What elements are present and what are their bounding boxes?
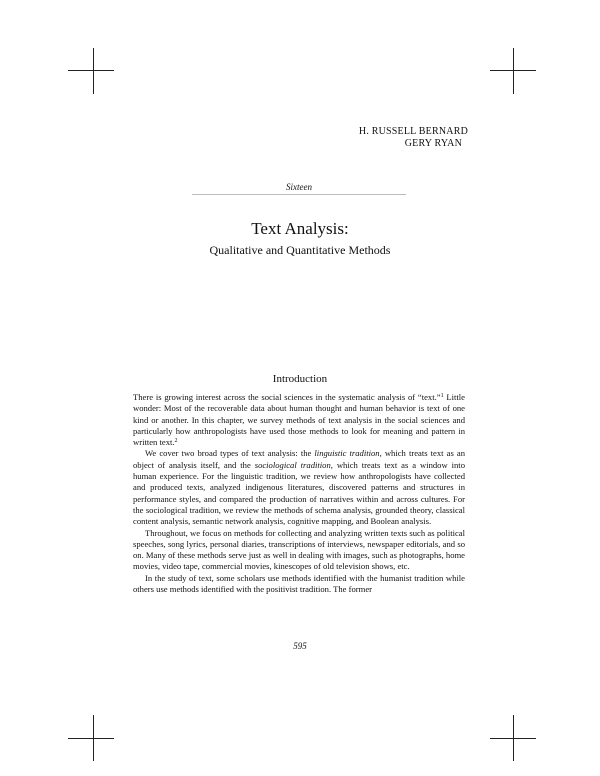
- text-run: Little wonder: Most of the recoverable data about human thought and human behavior is text of one kind or another. In this chapter, we survey methods of text analysis in the social sciences and particularly how anthropologists have used those methods to look for meaning and pattern in written text.: [133, 392, 465, 448]
- chapter-subtitle: Qualitative and Quantitative Methods: [209, 243, 391, 257]
- page-number: 595: [293, 641, 307, 651]
- text-run: There is growing interest across the social sciences in the systematic analysis of “text.”: [133, 392, 441, 402]
- crop-mark-top-left-h: [68, 70, 114, 71]
- text-run: , which treats text as an object of analysis itself, and the: [133, 448, 465, 470]
- chapter-title: Text Analysis:: [251, 219, 349, 238]
- crop-mark-top-left-v: [93, 48, 94, 94]
- author-name: H. RUSSELL BERNARD: [358, 126, 468, 137]
- footnote-ref[interactable]: 1: [440, 393, 444, 399]
- paragraph: [133, 448, 465, 527]
- paragraph: [133, 392, 465, 448]
- text-run: We cover two broad types of text analysis: the: [145, 448, 315, 459]
- emphasis: sociological tradition: [254, 459, 331, 470]
- section-heading: Introduction: [272, 373, 328, 385]
- paragraph: Throughout, we focus on methods for collecting and analyzing written texts such as political speeches, song lyrics, personal diaries, transcriptions of interviews, newspaper editorials, and so on. Many of these methods serve just as well in dealing with images, such as photographs, home movies, video tape, commercial movies, kinescopes of old television shows, etc.: [133, 527, 465, 572]
- body-text: [133, 392, 465, 595]
- crop-mark-top-right-v: [513, 48, 514, 94]
- crop-mark-bottom-left-h: [68, 738, 114, 739]
- emphasis: linguistic tradition: [314, 448, 380, 459]
- author-block: [359, 126, 468, 150]
- crop-mark-bottom-left-v: [93, 715, 94, 761]
- chapter-number: Sixteen: [286, 182, 312, 192]
- chapter-divider: [192, 194, 406, 195]
- author-name: GERY RYAN: [404, 138, 462, 149]
- paragraph: In the study of text, some scholars use methods identified with the humanist tradition while others use methods identified with the positivist tradition. The former: [133, 572, 465, 595]
- crop-mark-bottom-right-v: [513, 715, 514, 761]
- text-run: , which treats text as a window into human experience. For the linguistic tradition, we review how anthropologists have collected and produced texts, analyzed indigenous literatures, discovered patterns and structures in performance styles, and compared the production of narratives within and across cultures. For the sociological tradition, we review the methods of schema analysis, grounded theory, classical content analysis, semantic network analysis, cognitive mapping, and Boolean analysis.: [133, 459, 465, 527]
- footnote-ref[interactable]: 2: [174, 438, 178, 445]
